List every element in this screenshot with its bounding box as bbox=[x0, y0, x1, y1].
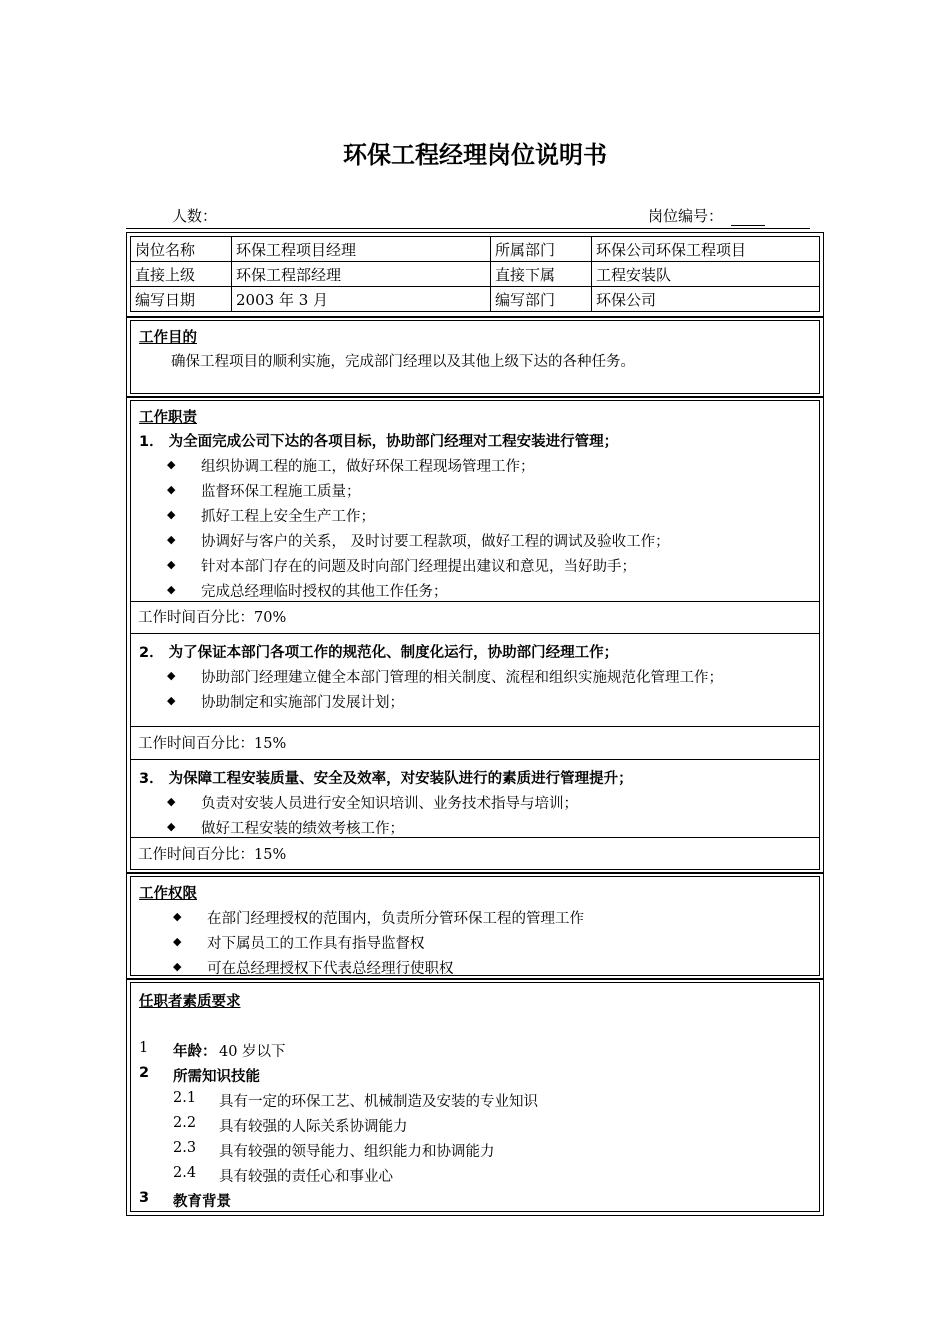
position-code-blank bbox=[731, 211, 765, 226]
info-label: 所属部门 bbox=[491, 237, 592, 262]
info-label: 直接下属 bbox=[491, 262, 592, 287]
list-item: 抓好工程上安全生产工作； bbox=[201, 509, 375, 525]
skill-number: 2.3 bbox=[173, 1140, 197, 1156]
info-value: 工程安装队 bbox=[592, 262, 820, 287]
list-item: 在部门经理授权的范围内，负责所分管环保工程的管理工作 bbox=[207, 911, 584, 927]
info-value: 环保公司环保工程项目 bbox=[592, 237, 820, 262]
header-rule bbox=[126, 228, 810, 229]
info-value: 环保工程部经理 bbox=[232, 262, 491, 287]
diamond-bullet-icon: ◆ bbox=[167, 483, 176, 496]
authority-box bbox=[126, 872, 824, 980]
diamond-bullet-icon: ◆ bbox=[173, 960, 182, 973]
diamond-bullet-icon: ◆ bbox=[167, 795, 176, 808]
page-title: 环保工程经理岗位说明书 bbox=[343, 141, 607, 169]
skill-number: 2.2 bbox=[173, 1115, 197, 1131]
skill-number: 2.4 bbox=[173, 1165, 197, 1181]
diamond-bullet-icon: ◆ bbox=[167, 583, 176, 596]
info-label: 编写日期 bbox=[131, 287, 232, 312]
diamond-bullet-icon: ◆ bbox=[167, 694, 176, 707]
diamond-bullet-icon: ◆ bbox=[167, 669, 176, 682]
list-item: 针对本部门存在的问题及时向部门经理提出建议和意见，当好助手； bbox=[201, 559, 636, 575]
age-number: 1 bbox=[139, 1040, 149, 1056]
duty-1-heading: 1． 为全面完成公司下达的各项目标，协助部门经理对工程安装进行管理； bbox=[139, 434, 619, 450]
list-item: 可在总经理授权下代表总经理行使职权 bbox=[207, 961, 454, 977]
headcount-label: 人数： bbox=[172, 207, 218, 225]
skills-label: 所需知识技能 bbox=[173, 1069, 260, 1085]
list-item: 做好工程安装的绩效考核工作； bbox=[201, 821, 404, 837]
divider bbox=[131, 759, 819, 760]
info-box bbox=[126, 232, 824, 318]
duties-title: 工作职责 bbox=[139, 410, 197, 426]
education-label: 教育背景 bbox=[173, 1194, 231, 1210]
quality-title: 任职者素质要求 bbox=[139, 994, 241, 1010]
info-label: 编写部门 bbox=[491, 287, 592, 312]
diamond-bullet-icon: ◆ bbox=[173, 910, 182, 923]
list-item: 负责对安装人员进行安全知识培训、业务技术指导与培训； bbox=[201, 796, 578, 812]
diamond-bullet-icon: ◆ bbox=[173, 935, 182, 948]
duties-box bbox=[126, 396, 824, 874]
list-item: 协助部门经理建立健全本部门管理的相关制度、流程和组织实施规范化管理工作； bbox=[201, 670, 723, 686]
diamond-bullet-icon: ◆ bbox=[167, 533, 176, 546]
info-table bbox=[130, 236, 820, 312]
diamond-bullet-icon: ◆ bbox=[167, 558, 176, 571]
divider bbox=[131, 601, 819, 602]
table-row bbox=[131, 262, 820, 287]
diamond-bullet-icon: ◆ bbox=[167, 508, 176, 521]
purpose-box bbox=[126, 316, 824, 398]
purpose-text: 确保工程项目的顺利实施，完成部门经理以及其他上级下达的各种任务。 bbox=[171, 354, 635, 370]
age-value: 40 岁以下 bbox=[219, 1044, 286, 1060]
info-label: 岗位名称 bbox=[131, 237, 232, 262]
info-value: 环保公司 bbox=[592, 287, 820, 312]
skill-text: 具有较强的领导能力、组织能力和协调能力 bbox=[219, 1144, 495, 1160]
education-number: 3 bbox=[139, 1190, 150, 1206]
duty-2-percent: 工作时间百分比：15% bbox=[138, 736, 287, 752]
table-row bbox=[131, 287, 820, 312]
divider bbox=[131, 726, 819, 727]
list-item: 协调好与客户的关系， 及时讨要工程款项，做好工程的调试及验收工作； bbox=[201, 534, 670, 550]
table-row bbox=[131, 237, 820, 262]
diamond-bullet-icon: ◆ bbox=[167, 820, 176, 833]
skill-text: 具有一定的环保工艺、机械制造及安装的专业知识 bbox=[219, 1094, 538, 1110]
age-label: 年龄： bbox=[173, 1044, 217, 1060]
info-label: 直接上级 bbox=[131, 262, 232, 287]
list-item: 监督环保工程施工质量； bbox=[201, 484, 361, 500]
diamond-bullet-icon: ◆ bbox=[167, 458, 176, 471]
authority-title: 工作权限 bbox=[139, 886, 197, 902]
purpose-title: 工作目的 bbox=[139, 330, 197, 346]
duty-3-percent: 工作时间百分比：15% bbox=[138, 847, 287, 863]
info-value: 2003 年 3 月 bbox=[232, 287, 491, 312]
info-value: 环保工程项目经理 bbox=[232, 237, 491, 262]
skill-text: 具有较强的责任心和事业心 bbox=[219, 1169, 393, 1185]
skill-number: 2.1 bbox=[173, 1090, 197, 1106]
skills-number: 2 bbox=[139, 1065, 150, 1081]
list-item: 协助制定和实施部门发展计划； bbox=[201, 695, 404, 711]
position-code bbox=[648, 205, 765, 226]
position-code-label: 岗位编号： bbox=[648, 207, 724, 225]
duty-2-heading: 2． 为了保证本部门各项工作的规范化、制度化运行，协助部门经理工作； bbox=[139, 645, 619, 661]
list-item: 组织协调工程的施工，做好环保工程现场管理工作； bbox=[201, 459, 535, 475]
duty-3-heading: 3． 为保障工程安装质量、安全及效率，对安装队进行的素质进行管理提升； bbox=[139, 771, 633, 787]
quality-box bbox=[126, 978, 824, 1216]
divider bbox=[131, 837, 819, 838]
list-item: 完成总经理临时授权的其他工作任务； bbox=[201, 584, 448, 600]
divider bbox=[131, 633, 819, 634]
duty-1-percent: 工作时间百分比：70% bbox=[138, 610, 287, 626]
skill-text: 具有较强的人际关系协调能力 bbox=[219, 1119, 408, 1135]
list-item: 对下属员工的工作具有指导监督权 bbox=[207, 936, 425, 952]
